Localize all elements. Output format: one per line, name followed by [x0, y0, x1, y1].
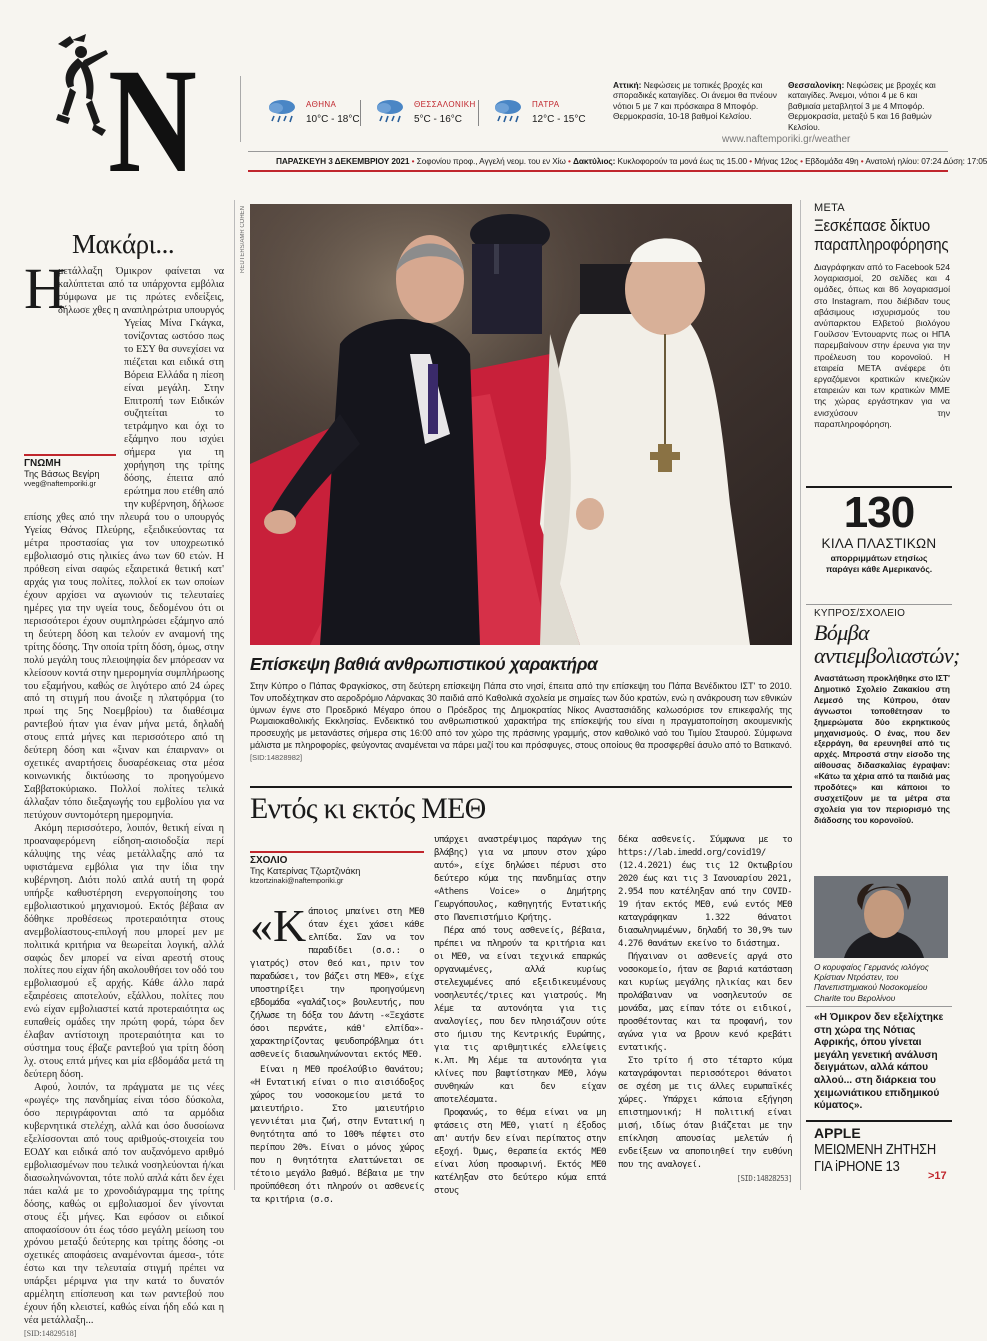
weather-temp: 12°C - 15°C	[532, 114, 586, 125]
weather-city: ΠΑΤΡΑ	[532, 100, 560, 109]
second-paragraph: Είναι η ΜΕΘ προέλούβιο θανάτου; «Η Εντατική είναι ο πιο αισιόδοξος χώρος του νοσοκομείου μετά το μαιευτήριο. Στο μαιευτήριο γεννιέται μια ζωή, στην Εντατική η θνητότητα από το 100% πέφτει στο περίπου 20%. Είναι ο μόνος χώρος που η θνητότητα ελαττώνεται σε τέτοιο μεγάλο βαθμό. Βέβαια με την προϋπόθεση ότι πληρούν οι ασθενείς τα κριτήρια (σ.σ.	[250, 1065, 424, 1205]
opinion-article	[24, 256, 224, 1339]
masthead-divider	[240, 76, 241, 142]
masthead-logo: N	[108, 38, 197, 204]
lead-photo	[250, 204, 792, 645]
second-col-1	[250, 900, 424, 1207]
dateline: ΠΑΡΑΣΚΕΥΗ 3 ΔΕΚΕΜΒΡΙΟΥ 2021 • Σοφονίου προφ., Αγγελή νεομ. του εν Χίω • Δακτύλιος: Κυκλοφορούν τα μονά έως τις 15.00 • Μήνας 12ος • Εβδομάδα 49η • Ανατολή ηλίου: 07:24 Δύση: 17:05	[276, 156, 987, 166]
second-paragraph: υπάρχει αναστρέψιμος παράγων της βλάβης) για να μπουν στον χώρο αυτό», είχε δηλώσει πέρυσι στο δεύτερο κύμα της πανδημίας στην «Athens Voice» ο Δημήτρης Γεωργόπουλος, καθηγητής Εντατικής στο Πανεπιστήμιο Κρήτης.	[434, 835, 606, 923]
apple-kicker: APPLE	[814, 1125, 861, 1141]
quote-mark: «	[250, 900, 273, 951]
second-paragraph: δέκα ασθενείς. Σύμφωνα με το https://lab.imedd.org/covid19/ (12.4.2021) έως τις 12 Οκτωβρίου 2020 έως και τις 3 Ιανουαρίου 2021, 2.954 που κατέληξαν από την COVID-19 ήταν εκτός ΜΕΘ, ενώ εντός ΜΕΘ καταγράφηκαν 1.322 θάνατοι διασωληνωμένων, δηλαδή το 30,9% των 4.276 θανάτων εκείνο το διάστημα.	[618, 835, 792, 949]
dateline-rule	[248, 170, 948, 172]
right-rule	[806, 1120, 952, 1122]
dropcap: Κ	[273, 900, 307, 951]
cyprus-headline: Βόμβα αντιεμβολιαστών;	[814, 620, 960, 668]
column-divider	[234, 200, 235, 1190]
second-email: ktzortzinaki@naftemporiki.gr	[250, 876, 344, 885]
opinion-paragraph: μετάλλαξη Όμικρον φαίνεται να καλύπτεται από τα υπάρχοντα εμβόλια σύμφωνα με τις πρώτες ενδείξεις, δήλωσε χθες η αναπληρώτρια υπουργός Υγείας Μίνα Γκάγκα, τονίζοντας ωστόσο πως το ΕΣΥ θα συνεχίσει να πιέζεται και ειδικά στη Βόρεια Ελλάδα η πίεση είναι μεγάλη. Στην Επιτροπή των Ειδικών συζητείται το τετράμηνο και όχι το εξάμηνο που ισχύει σήμερα για τη χορήγηση της τρίτης δόσης, έπειτα από ερώτημα που ετέθη από την κυβέρνηση, δήλωσε επίσης χθες από την πλευρά του ο υπουργός Υγείας Θάνος Πλεύρης, εξειδικεύοντας τα μέτρα προστασίας για τον υποχρεωτικό εμβολιασμό στις ηλικίες άνω των 60 ετών. Η πρόθεση είναι σαφώς εξαιρετικά θετική κατ' αρχάς για τους πολίτες, πολλοί εκ των οποίων έχουν αρχίσει να αγωνιούν τις τελευταίες ημέρες για την υγεία τους, δεδομένου ότι οι περισσότεροι έχουν συμπληρώσει εξάμηνο από τη δεύτερη δόση και τελούν εν αναμονή της τρίτης δόσης. Την οποία τρίτη δόση, όμως, στην πολύ μεγάλη τους πλειοψηφία δεν μπόρεσαν να κλείσουν κοντά στην ημερομηνία συμπλήρωσης του εξαμήνου, καθώς σε λιγότερο από 24 ώρες από τη στιγμή που άνοιξε η πλατφόρμα (το πρωί της 5ης Νοεμβρίου) τα διαθέσιμα ραντεβού ήταν για έναν μήνα μετά, δηλαδή στους επτά μήνες και περισσότερο από τη δεύτερη δόση και «ξιναν και έπαιρναν» οι σχετικές αναρτήσεις δυσαρέσκειας στα μέσα κοινωνικής δικτύωσης το προηγούμενο Σαββατοκύριακο. Πολλοί πολίτες τελικά άλλαξαν τόπο διεξαγωγής του εμβολίου για να πετύχουν συντομότερη ημερομηνία.	[24, 266, 224, 822]
stat-text: απορριμμάτων ετησίως παράγει κάθε Αμερικανός.	[825, 553, 933, 574]
second-paragraph: Στο τρίτο ή στο τέταρτο κύμα καταγράφονται περισσότεροι θάνατοι σε σχέση με τις άλλες ευρωπαϊκές χώρες. Υπάρχει κάποια εξήγηση επιστημονική; Η πολιτική είναι μισή, ιδίως όταν βιάζεται με την επίκληση απουσίας μελετών ή ενδείξεων να αποποιηθεί την ευθύνη που της αναλογεί.	[618, 1056, 792, 1170]
second-col-3	[618, 834, 792, 1185]
weather-divider	[360, 100, 361, 126]
dateline-date: ΠΑΡΑΣΚΕΥΗ 3 ΔΕΚΕΜΒΡΙΟΥ 2021	[276, 156, 410, 166]
lead-story	[250, 654, 792, 764]
dateline-saints: Σοφονίου προφ., Αγγελή νεομ. του εν Χίω	[416, 156, 566, 166]
weather-temp: 10°C - 18°C	[306, 114, 360, 125]
photo-credit: REUTERS/AMR COHEN	[240, 206, 246, 274]
cyprus-brief	[814, 608, 960, 826]
dropcap: Η	[24, 256, 66, 321]
lead-paragraph: Στην Κύπρο ο Πάπας Φραγκίσκος, στη δεύτερη επίσκεψη Πάπα στο νησί, έπειτα από την επίσκεψη του Πάπα Βενέδικτου ΙΣΤ' το 2010. Τον υποδέχτηκαν στο αεροδρόμιο Λάρνακας 30 παιδιά από Καθολικά σχολεία με σημαίες των δύο κρατών, ενώ η ανάκρουση των εθνικών ύμνων έγινε στο Προεδρικό Μέγαρο όπου ο Πρόεδρος της Δημοκρατίας Νίκος Αναστασιάδης καλωσόρισε τον επικεφαλής της Ρωμαιοκαθολικής Εκκλησίας. Ενδεικτικό του ανθρωπιστικού χαρακτήρα της επίσκεψής του είναι η πραγματοποίηση ακουμενικής προσευχής με μετανάστες σήμερα στις 16:00 από τον χώρο της πράσινης γραμμής, στον καθολικό ναό του Τιμίου Σταυρού. Σύμφωνα μάλιστα με πληροφορίες, φεύγοντας αναμένεται να πάρει μαζί του και πρόσφυγες, στους οποίους θα προσφερθεί άσυλο από το Βατικανό.	[250, 681, 792, 750]
weather-thessaloniki-forecast	[788, 80, 952, 132]
article-sid: [SID:14829518]	[24, 1329, 77, 1339]
opinion-title: Μακάρι...	[72, 229, 175, 259]
weather-divider	[478, 100, 479, 126]
lead-headline: Επίσκεψη βαθιά ανθρωπιστικού χαρακτήρα	[250, 654, 598, 674]
opinion-rubric: ΓΝΩΜΗ	[24, 458, 61, 469]
portrait-caption: Ο κορυφαίος Γερμανός ιολόγος Κρίστιαν Ντρόστεν, του Πανεπιστημιακού Νοσοκομείου Charite του Βερολίνου	[814, 962, 929, 1003]
rain-cloud-icon	[266, 98, 298, 126]
dateline-ring-label: Δακτύλιος:	[573, 156, 616, 166]
meta-kicker: META	[814, 202, 845, 214]
opinion-email: vveg@naftemporiki.gr	[24, 479, 96, 488]
second-byline	[250, 851, 424, 885]
apple-brief	[814, 1125, 954, 1175]
article-sid: [SID:14828982]	[250, 752, 303, 762]
opinion-author: Της Βάσως Βεγίρη	[24, 469, 100, 479]
opinion-paragraph: Αφού, λοιπόν, τα πράγματα με τις νέες «ρωγές» της πανδημίας είναι τόσο δύσκολα, όσο περιγράφονται από τα αρμόδια κυβερνητικά στελέχη, αλλά και όσο δυσοίωνα εξελίσσονται από τους αριθμούς-στοιχεία του ΕΟΔΥ και ειδικά από τον αυξανόμενο αριθμό εμβολιασμένων που τελικά νοσηλεύονται ή/και διασωληνώνονται, τότε πολύ απλά κάτι δεν έχει πάει καλά με το χρονοδιάγραμμα της τρίτης δόσης, καθώς οι εμβολιασμοί δεν γίνονται στους έξι μήνες. Και εφόσον οι ειδικοί αποφασίσουν ότι έως τόσο μεγάλη μείωση του χρόνου μεταξύ δεύτερης και τρίτης δόσης -οι σχετικές αποφάσεις αναμένονται άμεσα-, τότε έστω και την τελευταία στιγμή πρέπει να υπάρξει μέριμνα για την κατά το δυνατόν αρμέλητη επίσπευση και των ραντεβού που έχουν ήδη κλειστεί, καθώς είναι ήδη εδώ και η νέα μετάλλαξη...	[24, 1082, 224, 1327]
rain-cloud-icon	[492, 98, 524, 126]
weather-site-link[interactable]: www.naftemporiki.gr/weather	[722, 134, 851, 145]
second-headline: Εντός κι εκτός ΜΕΘ	[250, 792, 486, 825]
right-rule	[806, 1006, 952, 1007]
apple-headline: ΜΕΙΩΜΕΝΗ ΖΗΤΗΣΗ ΓΙΑ iPHONE 13	[814, 1141, 936, 1175]
stat-box	[806, 490, 952, 575]
cyprus-text: Αναστάτωση προκλήθηκε στο ΙΣΤ' Δημοτικό Σχολείο Ζακακίου στη Λεμεσό της Κύπρου, όταν άγνωστοι τοποθέτησαν το ξημερώματα δύο εκρηκτικούς μηχανισμούς. Ο ένας, που δεν εξερράγη, θα ερευνηθεί από τις αρχές. Μπροστά στην είσοδο της αίθουσας διδασκαλίας έγραψαν: «Κάτω τα χέρια από τα παιδιά μας προδότες» και κάποιοι το συσχετίζουν με τα μέτρα στα σχολεία για τον περιορισμό της διάδοσης του κορονοϊού.	[814, 673, 950, 825]
weather-city: ΑΘΗΝΑ	[306, 100, 337, 109]
weather-temp: 5°C - 16°C	[414, 114, 463, 125]
drosten-portrait	[814, 876, 948, 958]
dateline-ring: Κυκλοφορούν τα μονά έως τις 15.00	[617, 156, 747, 166]
apple-page-ref[interactable]: >17	[928, 1170, 947, 1182]
meta-brief	[814, 202, 950, 430]
weather-attica-label: Αττική:	[613, 80, 642, 90]
dateline-week: Εβδομάδα 49η	[805, 156, 859, 166]
article-sid: [SID:14828253]	[736, 1174, 792, 1183]
weather-patra	[492, 98, 602, 128]
rain-cloud-icon	[374, 98, 406, 126]
weather-thessaloniki	[374, 98, 484, 128]
second-paragraph: Πήγαιναν οι ασθενείς αργά στο νοσοκομείο, ήταν σε βαριά κατάσταση και κυρίως μεγάλης ηλικίας και δεν προλάβαιναν να νοσηλευτούν σε μονάδα, μας είπαν τότε οι ειδικοί, προσθέτοντας και τα προφανή, τον αγώνα για να βρουν κενό κρεβάτι εντατικής.	[618, 952, 792, 1053]
meta-headline: Ξεσκέπασε δίκτυο παραπληροφόρησης	[814, 216, 949, 254]
second-author: Της Κατερίνας Τζωρτζινάκη	[250, 866, 361, 876]
right-rule	[806, 604, 952, 605]
stat-label: ΚΙΛΑ ΠΛΑΣΤΙΚΩΝ	[821, 536, 937, 551]
second-paragraph: Προφανώς, το θέμα είναι να μη φτάσεις στη ΜΕΘ, γιατί η έξοδος απ' αυτήν δεν είναι περίπατος στην εξοχή. Όμως, θεραπεία εκτός ΜΕΘ είναι λύση προσωρινή. Εκτός ΜΕΘ κατέληξαν στο δεύτερο κύμα επτά στους	[434, 1108, 606, 1196]
opinion-paragraph: Ακόμη περισσότερο, λοιπόν, θετική είναι η προαναφερόμενη είδηση-αισιοδοξία περί κάλυψης της νέας μετάλλαξης από τα υφιστάμενα εμβόλια για την ίδια την κυβέρνηση. Διότι πολύ απλά αυτή τη φορά υπήρξε καθυστέρηση ενεργοποίησης του εμβολιαστικού μηχανισμού. Εκτός βέβαια αν δόθηκε προθέσεως προτεραιότητα στους ανεμβολίαστους-επιλογή που μπορεί μεν με πολιτικά κριτήρια να θεωρείται λογική, αλλά σαφώς δεν μπορεί να είναι αρεστή στους πολίτες που είχαν ήδη ακολουθήσει τον οδό του εμβολιασμού εξ αρχής. Κάθε άλλο παρά εξαιρέσεις αποτελούν, εξάλλου, πολίτες που ενώ είχαν εμβολιαστεί κατά προτεραιότητα ως ευπαθείς ομάδες την πρώτη φορά, τώρα δεν έλαβαν αντίστοιχη προτεραιότητα και το σύστημα τους έβαζε ραντεβού για τρίτη δόση λχ. στους επτά μήνες και μία εβδομάδα μετά τη δεύτερη δόση.	[24, 822, 224, 1081]
meta-text: Διαγράφηκαν από το Facebook 524 λογαριασμοί, 20 σελίδες και 4 ομάδες, όπως και 86 λογαριασμοί στο Instagram, που διέβιδαν τους αβάσιμους ισχυρισμούς του ανύπαρκτου Ελβετού βιολόγου Γουίλσον Έντουαρντς πως οι ΗΠΑ παρεμβαίνουν στην έρευνα για την προέλευση του κορονοϊού. Η εταιρεία ΜΕΤΑ ανέφερε ότι εργαζόμενοι κρατικών κινεζικών εταιρειών και των κρατικών ΜΜΕ της χώρας εργάστηκαν για να ενισχύσουν την παραπληροφόρηση.	[814, 262, 950, 429]
story-rule	[250, 786, 792, 788]
second-paragraph: άποιος μπαίνει στη ΜΕΘ όταν έχει χάσει κάθε ελπίδα. Σαν να τον παραδίδει (σ.σ.: ο γιατρός) στον Θεό και, πριν τον παραδώσει, τον βάζει στη ΜΕΘ», είχε υποστηρίξει την προηγούμενη εβδομάδα «γαλάζιος» βουλευτής, που ζήλωσε τη δόξα του Δάντη -«Ξεχάστε όσοι περνάτε, κάθ' ελπίδα»- χαρακτηρίζοντας ψευδοπρόβλημα ότι ασθενείς διασωληνώνονται εκτός ΜΕΘ.	[250, 907, 424, 1060]
second-paragraph: Πέρα από τους ασθενείς, βέβαια, πρέπει να πληρούν τα κριτήρια και οι ΜΕΘ, να είναι τεχνικά επαρκώς οργανωμένες, αλλά κυρίως στελεχωμένες από εξειδικευμένους νοσηλευτές/τριες και γιατρούς. Μη λέμε τα αυτονόητα για τις αναλογίες, που δεν πλησιάζουν ούτε στο ήμισυ της Κεντρικής Ευρώπης, για τις αριθμητικές ελλείψεις κ.λπ. Μη λέμε τα αυτονόητα για κλίνες που βαφτίστηκαν ΜΕΘ, λόγω συνθηκών και δεν είχαν αποτελέσματα.	[434, 926, 606, 1105]
weather-attica-text: Νεφώσεις με τοπικές βροχές και σποραδικές καταιγίδες. Οι άνεμοι θα πνέουν νότιοι 5 με 7 και πρόσκαιρα 8 Μποφόρ. Θερμοκρασία, 10-18 βαθμοί Κελσίου.	[613, 80, 777, 122]
column-divider	[800, 200, 801, 1190]
dateline-sun: Ανατολή ηλίου: 07:24 Δύση: 17:05	[865, 156, 987, 166]
weather-attica	[613, 80, 777, 122]
dateline-rule-top	[248, 151, 948, 152]
cyprus-kicker: ΚΥΠΡΟΣ/ΣΧΟΛΕΙΟ	[814, 608, 906, 619]
second-col-2	[434, 834, 606, 1198]
dateline-month: Μήνας 12ος	[754, 156, 798, 166]
weather-thess-label: Θεσσαλονίκη:	[788, 80, 845, 90]
drosten-quote: «Η Όμικρον δεν εξελίχτηκε στη χώρα της Νότιας Αφρικής, όπου γίνεται μεγάλη γενετική ανάλυση δειγμάτων, αλλά κάπου αλλού... στη διάρκεια του χειμωνιάτικου επιδημικού κύματος».	[814, 1012, 944, 1112]
stat-number: 130	[843, 488, 915, 537]
second-rubric: ΣΧΟΛΙΟ	[250, 855, 288, 866]
pope-president-photo	[250, 204, 792, 645]
weather-thess-text: Νεφώσεις με βροχές και καταιγίδες. Άνεμοι, νότιοι 4 με 6 και βαθμιαία μεταβλητοί 3 με 4 Μποφόρ. Θερμοκρασία, μεταξύ 5 και 16 βαθμών Κελσίου.	[788, 80, 936, 132]
weather-city: ΘΕΣΣΑΛΟΝΙΚΗ	[414, 100, 476, 109]
portrait-photo	[814, 876, 948, 958]
lead-text	[250, 681, 792, 764]
